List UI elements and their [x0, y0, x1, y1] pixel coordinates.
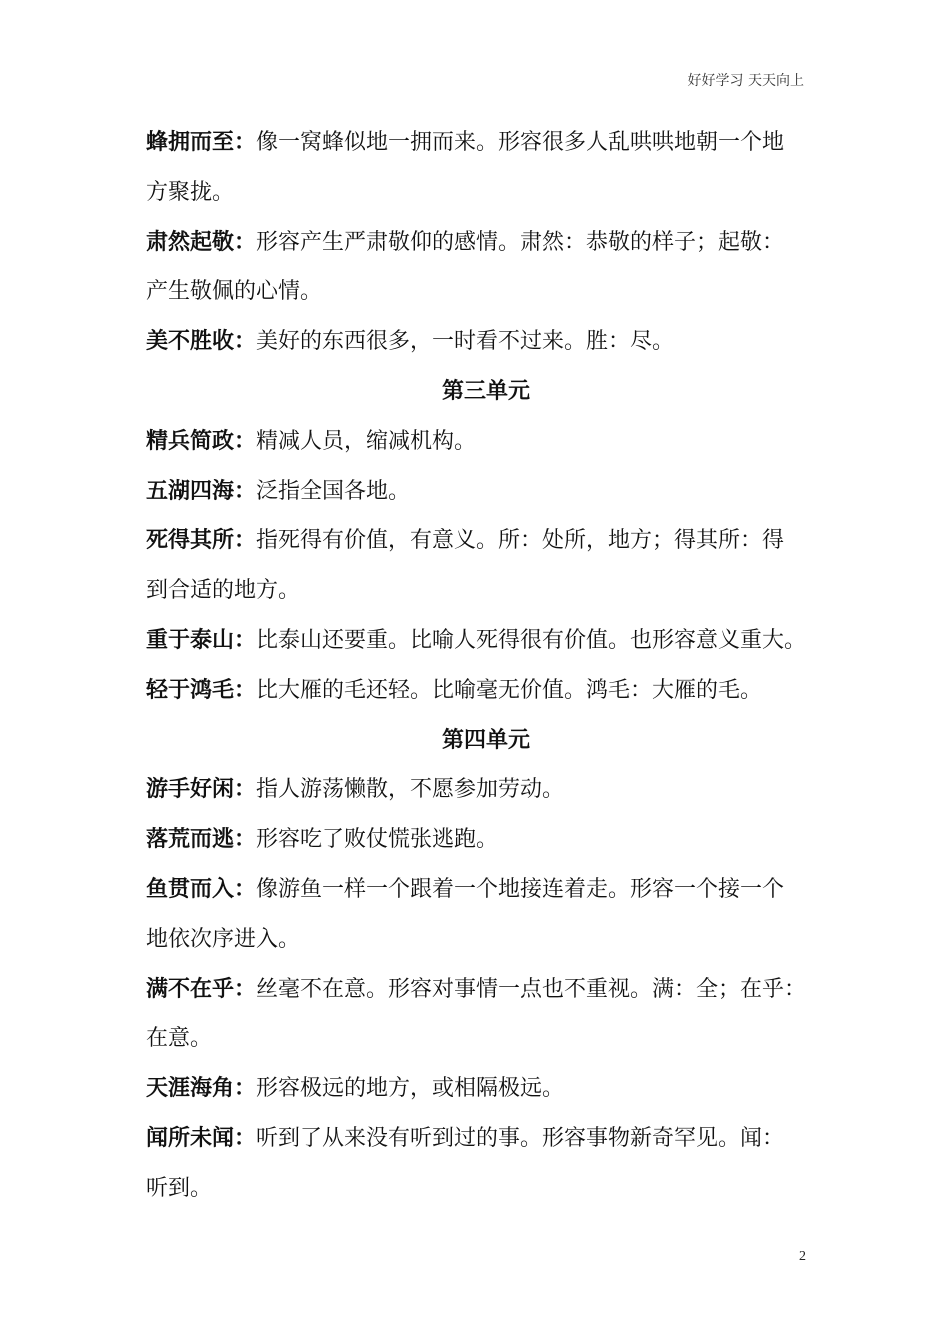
- idiom-definition: 像游鱼一样一个跟着一个地接连着走。形容一个接一个: [256, 876, 785, 902]
- idiom-definition: 到合适的地方。: [146, 578, 301, 604]
- idiom-definition: 指死得有价值，有意义。所：处所，地方；得其所：得: [256, 528, 785, 554]
- idiom-definition: 形容吃了败仗慌张逃跑。: [256, 827, 499, 853]
- entry-line: [146, 865, 826, 915]
- entry-line: [146, 1064, 826, 1114]
- idiom-definition: 丝毫不在意。形容对事情一点也不重视。满：全；在乎：: [256, 976, 807, 1002]
- entry-line: [146, 267, 826, 317]
- idiom-definition: 指人游荡懒散，不愿参加劳动。: [256, 777, 565, 803]
- idiom-term: 落荒而逃：: [146, 827, 257, 853]
- idiom-term: 肃然起敬：: [146, 229, 257, 255]
- idiom-definition: 方聚拢。: [146, 179, 235, 205]
- entry-line: [146, 317, 826, 367]
- idiom-term: 满不在乎：: [146, 976, 257, 1002]
- idiom-definition: 听到了从来没有听到过的事。形容事物新奇罕见。闻：: [256, 1125, 785, 1151]
- idiom-term: 轻于鸿毛：: [146, 677, 257, 703]
- idiom-term: 五湖四海：: [146, 478, 257, 504]
- idiom-definition: 形容极远的地方，或相隔极远。: [256, 1076, 565, 1102]
- entry-line: [146, 915, 826, 965]
- idiom-definition: 美好的东西很多，一时看不过来。胜：尽。: [256, 329, 675, 355]
- entry-line: [146, 218, 826, 268]
- entry-line: [146, 965, 826, 1015]
- entry-line: [146, 765, 826, 815]
- entry-line: [146, 118, 826, 168]
- idiom-definition: 泛指全国各地。: [256, 478, 411, 504]
- idiom-definition: 在意。: [146, 1026, 213, 1052]
- entry-line: [146, 417, 826, 467]
- idiom-definition: 比泰山还要重。比喻人死得很有价值。也形容意义重大。: [256, 627, 807, 653]
- document-body: [146, 118, 826, 1214]
- entry-line: [146, 168, 826, 218]
- entry-line: [146, 566, 826, 616]
- idiom-term: 死得其所：: [146, 528, 257, 554]
- entry-line: [146, 616, 826, 666]
- idiom-definition: 比大雁的毛还轻。比喻毫无价值。鸿毛：大雁的毛。: [256, 677, 763, 703]
- idiom-term: 精兵简政：: [146, 428, 257, 454]
- idiom-definition: 像一窝蜂似地一拥而来。形容很多人乱哄哄地朝一个地: [256, 130, 785, 155]
- entry-line: [146, 1014, 826, 1064]
- page-number: 2: [799, 1249, 806, 1264]
- entry-line: [146, 516, 826, 566]
- idiom-definition: 精减人员，缩减机构。: [256, 428, 477, 454]
- idiom-definition: 产生敬佩的心情。: [146, 279, 323, 305]
- entry-line: [146, 666, 826, 716]
- entry-line: [146, 467, 826, 517]
- idiom-definition: 地依次序进入。: [146, 926, 301, 952]
- idiom-definition: 形容产生严肃敬仰的感情。肃然：恭敬的样子；起敬：: [256, 229, 785, 255]
- idiom-term: 美不胜收：: [146, 329, 257, 355]
- section-heading: 第三单元: [441, 378, 530, 404]
- idiom-term: 闻所未闻：: [146, 1125, 257, 1151]
- entry-line: [146, 1114, 826, 1164]
- idiom-term: 天涯海角：: [146, 1076, 257, 1102]
- entry-line: [146, 815, 826, 865]
- entry-line: [146, 1164, 826, 1214]
- idiom-term: 蜂拥而至：: [146, 130, 257, 155]
- idiom-term: 鱼贯而入：: [146, 876, 257, 902]
- idiom-definition: 听到。: [146, 1175, 213, 1201]
- section-heading: 第四单元: [441, 727, 530, 753]
- idiom-term: 重于泰山：: [146, 627, 257, 653]
- idiom-term: 游手好闲：: [146, 777, 257, 803]
- page-header: 好好学习 天天向上: [687, 73, 804, 89]
